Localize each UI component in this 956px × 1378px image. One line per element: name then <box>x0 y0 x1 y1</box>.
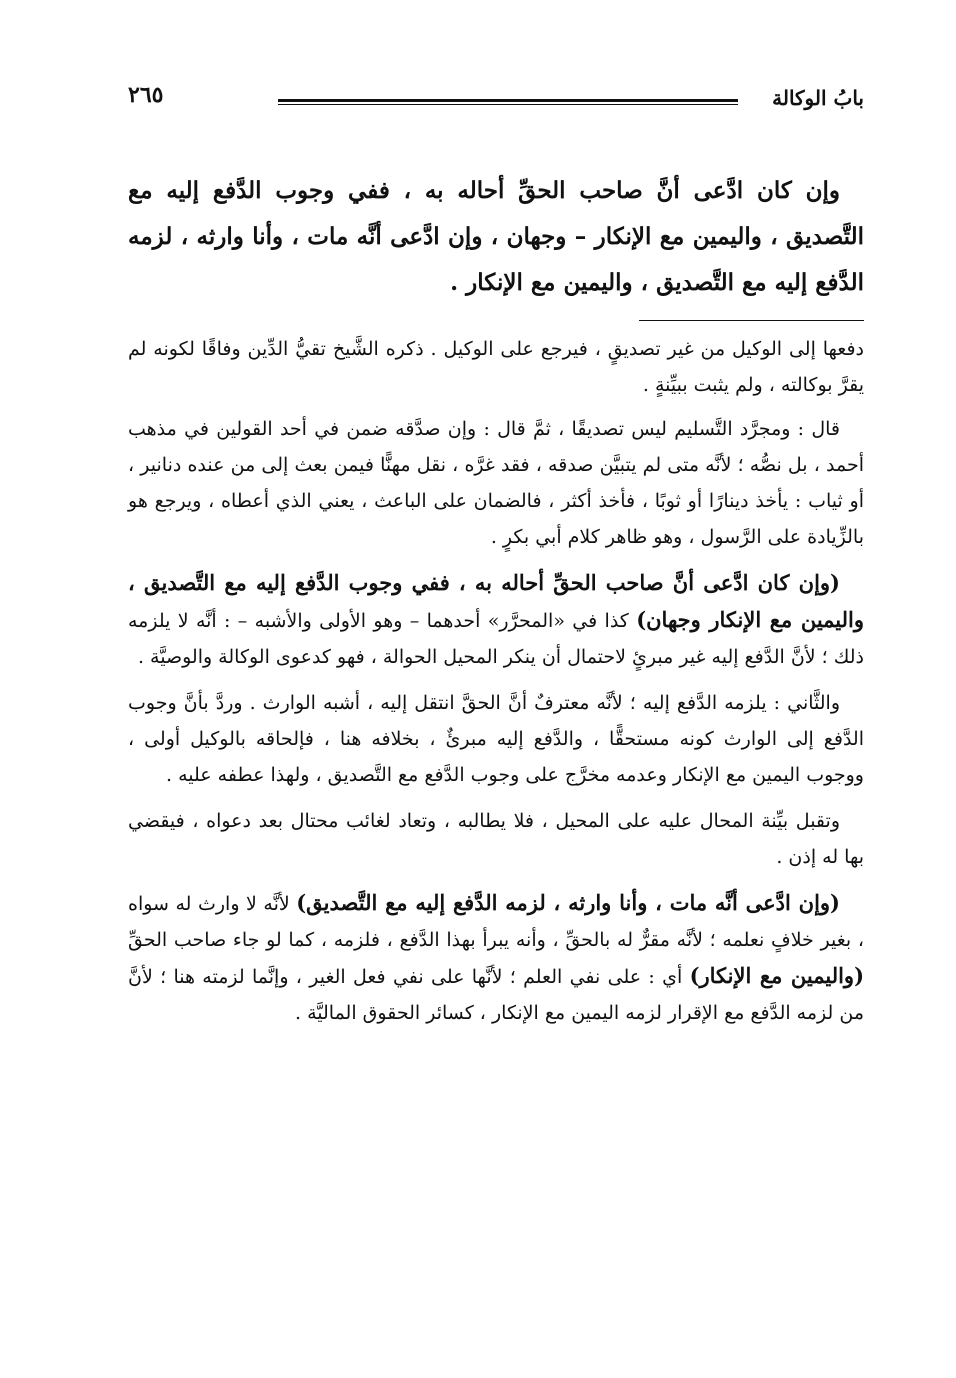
quoted-matn: (واليمين مع الإنكار) <box>689 963 865 988</box>
chapter-title: بابُ الوكالة <box>772 86 864 110</box>
header-rule <box>278 99 738 102</box>
book-page <box>128 80 864 1039</box>
commentary-text: لأنَّه لا وارث له سواه ، بغير خلافٍ نعلمه ؛ لأنَّه مقرٌّ له بالحقِّ ، وأنه يبرأ بهذا الدَّفع ، فلزمه ، كما لو جاء صاحب الحقِّ <box>128 893 864 951</box>
commentary <box>128 331 864 1031</box>
commentary-paragraph: دفعها إلى الوكيل من غير تصديقٍ ، فيرجع على الوكيل . ذكره الشَّيخ تقيُّ الدِّين وفاقًا لكونه لم يقرَّ بوكالته ، ولم يثبت ببيِّنةٍ . <box>128 338 864 396</box>
commentary-text: كذا في «المحرَّر» أحدهما – وهو الأولى والأشبه – : أنَّه لا يلزمه ذلك ؛ لأنَّ الدَّفع إليه غير مبرئٍ لاحتمال أن ينكر المحيل الحوالة ، فهو كدعوى الوكالة والوصيَّة . <box>128 610 864 668</box>
page-header <box>128 80 864 120</box>
quoted-matn: (وإن كان ادَّعى أنَّ صاحب الحقِّ أحاله به ، ففي وجوب الدَّفع إليه مع التَّصديق ، واليمين مع الإنكار وجهان) <box>128 570 865 632</box>
commentary-paragraph <box>128 885 864 1031</box>
footnote-divider <box>639 320 864 321</box>
commentary-paragraph <box>128 565 864 675</box>
main-text: وإن كان ادَّعى أنَّ صاحب الحقِّ أحاله به ، ففي وجوب الدَّفع إليه مع التَّصديق ، واليمين مع الإنكار – وجهان ، وإن ادَّعى أنَّه مات ، وأنا وارثه ، لزمه الدَّفع إليه مع التَّصديق ، واليمين مع الإنكار . <box>128 177 864 296</box>
page-number: ٢٦٥ <box>128 82 164 108</box>
commentary-text: أي : على نفي العلم ؛ لأنَّها على نفي فعل الغير ، وإنَّما لزمته هنا ؛ لأنَّ من لزمه الدَّفع مع الإقرار لزمه اليمين مع الإنكار ، كسائر الحقوق الماليَّة . <box>128 966 864 1024</box>
commentary-paragraph: وتقبل بيِّنة المحال عليه على المحيل ، فلا يطالبه ، وتعاد لغائب محتال بعد دعواه ، فيقضي بها له إذن . <box>128 810 864 868</box>
commentary-paragraph: والثَّاني : يلزمه الدَّفع إليه ؛ لأنَّه معترفٌ أنَّ الحقَّ انتقل إليه ، أشبه الوارث . وردَّ بأنَّ وجوب الدَّفع إلى الوارث كونه مستحقًّا ، والدَّفع إليه مبرئٌ ، بخلافه هنا ، فإلحاقه بالوكيل أولى ، ووجوب اليمين مع الإنكار وعدمه مخرَّج على وجوب الدَّفع مع التَّصديق ، ولهذا عطفه عليه . <box>128 692 864 786</box>
commentary-paragraph: قال : ومجرَّد التَّسليم ليس تصديقًا ، ثمَّ قال : وإن صدَّقه ضمن في أحد القولين في مذهب أحمد ، بل نصُّه ؛ لأنَّه متى لم يتبيَّن صدقه ، فقد غرَّه ، نقل مهنًّا فيمن بعث إلى من عنده دنانير ، أو ثياب : يأخذ دينارًا أو ثوبًا ، فأخذ أكثر ، فالضمان على الباعث ، يعني الذي أعطاه ، ويرجع هو بالزِّيادة على الرَّسول ، وهو ظاهر كلام أبي بكرٍ . <box>128 418 864 548</box>
quoted-matn: (وإن ادَّعى أنَّه مات ، وأنا وارثه ، لزمه الدَّفع إليه مع التَّصديق) <box>296 890 840 915</box>
